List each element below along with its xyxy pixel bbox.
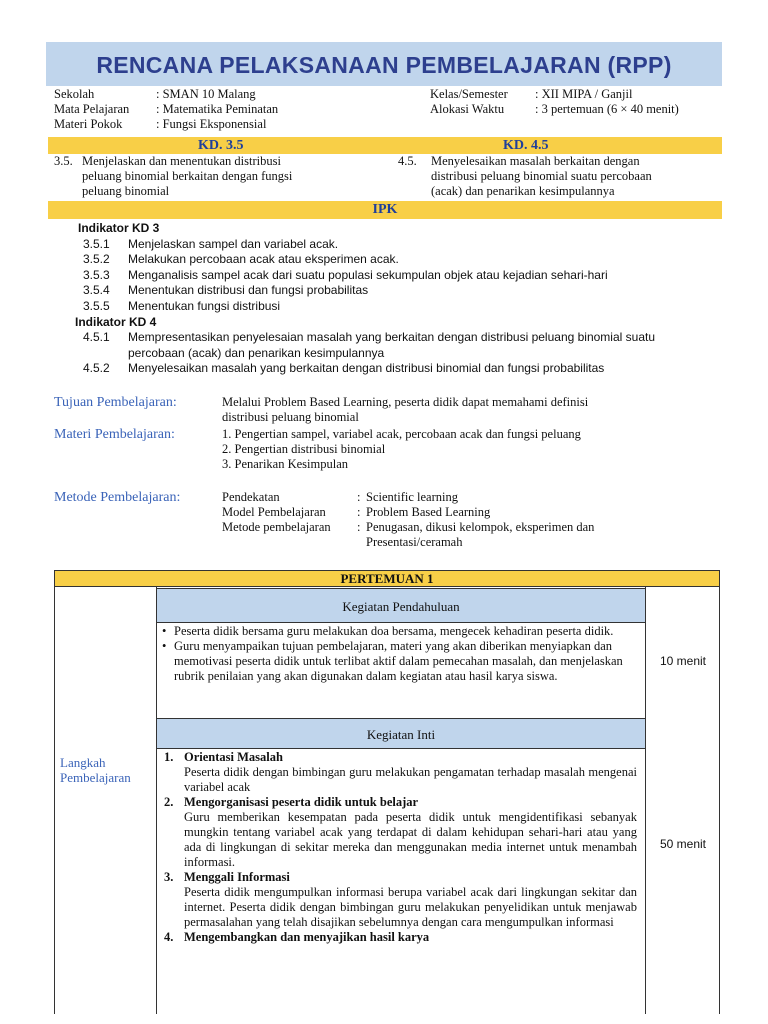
- step-number: 4.: [164, 930, 174, 944]
- ipk-text: Menentukan distribusi dan fungsi probabilitas: [128, 283, 369, 298]
- kd-left-text: [54, 154, 394, 199]
- indikator-kd3-heading: Indikator KD 3: [78, 221, 160, 235]
- langkah-label: [60, 755, 131, 785]
- title-banner: [46, 42, 722, 86]
- ipk-text: Melakukan percobaan acak atau eksperimen acak.: [128, 252, 399, 267]
- ipk-item: [83, 299, 728, 315]
- ipk-text: Mempresentasikan penyelesaian masalah yang berkaitan dengan distribusi peluang binomial suatu: [128, 330, 655, 345]
- metode-colon: :: [357, 490, 361, 504]
- langkah-line: Pembelajaran: [60, 770, 131, 785]
- pendahuluan-heading: Kegiatan Pendahuluan: [156, 588, 646, 623]
- info-label: Sekolah: [54, 87, 95, 101]
- ipk-item: [83, 268, 728, 284]
- step-title: Mengembangkan dan menyajikan hasil karya: [184, 930, 430, 944]
- kd-left-title: KD. 3.5: [198, 138, 244, 153]
- materi-item: 1. Pengertian sampel, variabel acak, percobaan acak dan fungsi peluang: [222, 427, 581, 441]
- ipk-content: [75, 221, 728, 377]
- step-title: Orientasi Masalah: [184, 750, 283, 764]
- metode-colon: :: [357, 520, 361, 534]
- metode-value: Problem Based Learning: [366, 505, 491, 519]
- kd-number: 4.5.: [398, 154, 417, 168]
- metode-value: Penugasan, dikusi kelompok, eksperimen dan: [366, 520, 595, 534]
- page-bottom-mask: [0, 1014, 768, 1024]
- metode-colon: :: [357, 505, 361, 519]
- info-value: : Fungsi Eksponensial: [156, 117, 267, 131]
- kd-line: distribusi peluang binomial suatu percobaan: [431, 169, 652, 183]
- materi-item: 3. Penarikan Kesimpulan: [222, 457, 349, 471]
- info-value: : XII MIPA / Ganjil: [535, 87, 633, 101]
- kd-line: (acak) dan penarikan kesimpulannya: [431, 184, 615, 198]
- ipk-number: 4.5.1: [83, 330, 110, 345]
- metode-value: Presentasi/ceramah: [366, 535, 463, 549]
- kd-right-title: KD. 4.5: [503, 138, 549, 153]
- info-label: Materi Pokok: [54, 117, 123, 131]
- pendahuluan-item: • Peserta didik bersama guru melakukan doa bersama, mengecek kehadiran peserta didik.: [160, 624, 630, 639]
- info-value: : 3 pertemuan (6 × 40 menit): [535, 102, 679, 116]
- ipk-number: 3.5.4: [83, 283, 110, 298]
- pendahuluan-content: [160, 624, 630, 684]
- tujuan-line: Melalui Problem Based Learning, peserta didik dapat memahami definisi: [222, 395, 589, 409]
- pertemuan-header: PERTEMUAN 1: [54, 570, 720, 587]
- pendahuluan-time: 10 menit: [659, 654, 707, 668]
- ipk-text: Menentukan fungsi distribusi: [128, 298, 281, 313]
- info-label: Mata Pelajaran: [54, 102, 130, 116]
- info-label: Alokasi Waktu: [430, 102, 505, 116]
- info-left: [54, 87, 414, 132]
- step-text: Peserta didik mengumpulkan informasi berupa variabel acak dari lingkungan sekitar dan internet. Peserta didik dengan bimbingan guru melakukan penyelidikan untuk menjawab permasalahan yang telah disajikan sebelumnya dengan cara mengumpulkan informasi: [184, 885, 637, 929]
- materi-item: 2. Pengertian distribusi binomial: [222, 442, 386, 456]
- ipk-text: Menjelaskan sampel dan variabel acak.: [128, 236, 339, 251]
- ipk-item: [83, 330, 728, 346]
- page-title: RENCANA PELAKSANAAN PEMBELAJARAN (RPP): [96, 52, 672, 78]
- kd-right-text: [398, 154, 728, 199]
- info-label: Kelas/Semester: [430, 87, 508, 101]
- kd-line: peluang binomial berkaitan dengan fungsi: [82, 169, 293, 183]
- tujuan-text: [222, 395, 722, 425]
- ipk-text: Menyelesaikan masalah yang berkaitan dengan distribusi binomial dan fungsi probabilitas: [128, 361, 605, 376]
- ipk-item: [83, 361, 728, 377]
- ipk-header-bar: [48, 201, 722, 219]
- step-title: Menggali Informasi: [184, 870, 290, 884]
- info-value: : SMAN 10 Malang: [156, 87, 256, 101]
- time-column: [645, 587, 720, 1024]
- kd-line: Menyelesaikan masalah berkaitan dengan: [431, 154, 640, 168]
- ipk-item: [83, 283, 728, 299]
- pendahuluan-item: • Guru menyampaikan tujuan pembelajaran, materi yang akan diberikan menyiapkan dan memotivasi peserta didik untuk terlibat aktif dalam pemecahan masalah, dan menjelaskan rubrik penilaian yang akan digunakan dalam kegiatan atau hasil karya siswa.: [160, 639, 630, 684]
- metode-value: Scientific learning: [366, 490, 458, 504]
- metode-key: Metode pembelajaran: [222, 520, 331, 534]
- metode-key: Pendekatan: [222, 490, 280, 504]
- ipk-number: 3.5.2: [83, 252, 110, 267]
- kd-header-bar: [48, 137, 722, 154]
- kd-line: Menjelaskan dan menentukan distribusi: [82, 154, 281, 168]
- indikator-kd4-heading: Indikator KD 4: [75, 314, 157, 329]
- metode-key: Model Pembelajaran: [222, 505, 326, 519]
- inti-step: [164, 870, 637, 930]
- kd-line: peluang binomial: [82, 184, 170, 198]
- ipk-number: 3.5.5: [83, 298, 110, 313]
- inti-step: [164, 795, 637, 870]
- ipk-number: 4.5.2: [83, 361, 110, 376]
- tujuan-label: Tujuan Pembelajaran:: [54, 395, 177, 410]
- ipk-text: percobaan (acak) dan penarikan kesimpulannya: [128, 345, 385, 360]
- inti-step: [164, 930, 637, 945]
- ipk-number: 3.5.1: [83, 236, 110, 251]
- kd-number: 3.5.: [54, 154, 73, 168]
- tujuan-line: distribusi peluang binomial: [222, 410, 359, 424]
- ipk-title: IPK: [372, 202, 398, 217]
- step-text: Peserta didik dengan bimbingan guru melakukan pengamatan terhadap masalah mengenai variabel acak: [184, 765, 637, 794]
- ipk-number: 3.5.3: [83, 267, 110, 282]
- inti-time: 50 menit: [659, 837, 707, 851]
- inti-step: [164, 750, 637, 795]
- inti-heading: Kegiatan Inti: [156, 718, 646, 749]
- materi-label: Materi Pembelajaran:: [54, 427, 175, 442]
- ipk-text: Menganalisis sampel acak dari suatu populasi sekumpulan objek atau kejadian sehari-hari: [128, 267, 608, 282]
- metode-table: [222, 490, 722, 550]
- metode-label: Metode Pembelajaran:: [54, 490, 181, 505]
- ipk-item: [83, 237, 728, 253]
- ipk-item: [83, 252, 728, 268]
- step-number: 2.: [164, 795, 174, 809]
- langkah-column: [54, 587, 157, 1024]
- info-right: [430, 87, 730, 117]
- step-number: 1.: [164, 750, 174, 764]
- step-text: Guru memberikan kesempatan pada peserta didik untuk mengidentifikasi sebanyak mungkin tentang variabel acak yang terdapat di dalam kehidupan sehari-hari atau yang ada di lingkungan di sekitar mereka dan menggunakan media internet untuk menambah informasi.: [184, 810, 637, 869]
- inti-content: [164, 750, 637, 945]
- step-title: Mengorganisasi peserta didik untuk belajar: [184, 795, 419, 809]
- step-number: 3.: [164, 870, 174, 884]
- langkah-line: Langkah: [60, 755, 106, 770]
- materi-list: [222, 427, 722, 472]
- info-value: : Matematika Peminatan: [156, 102, 279, 116]
